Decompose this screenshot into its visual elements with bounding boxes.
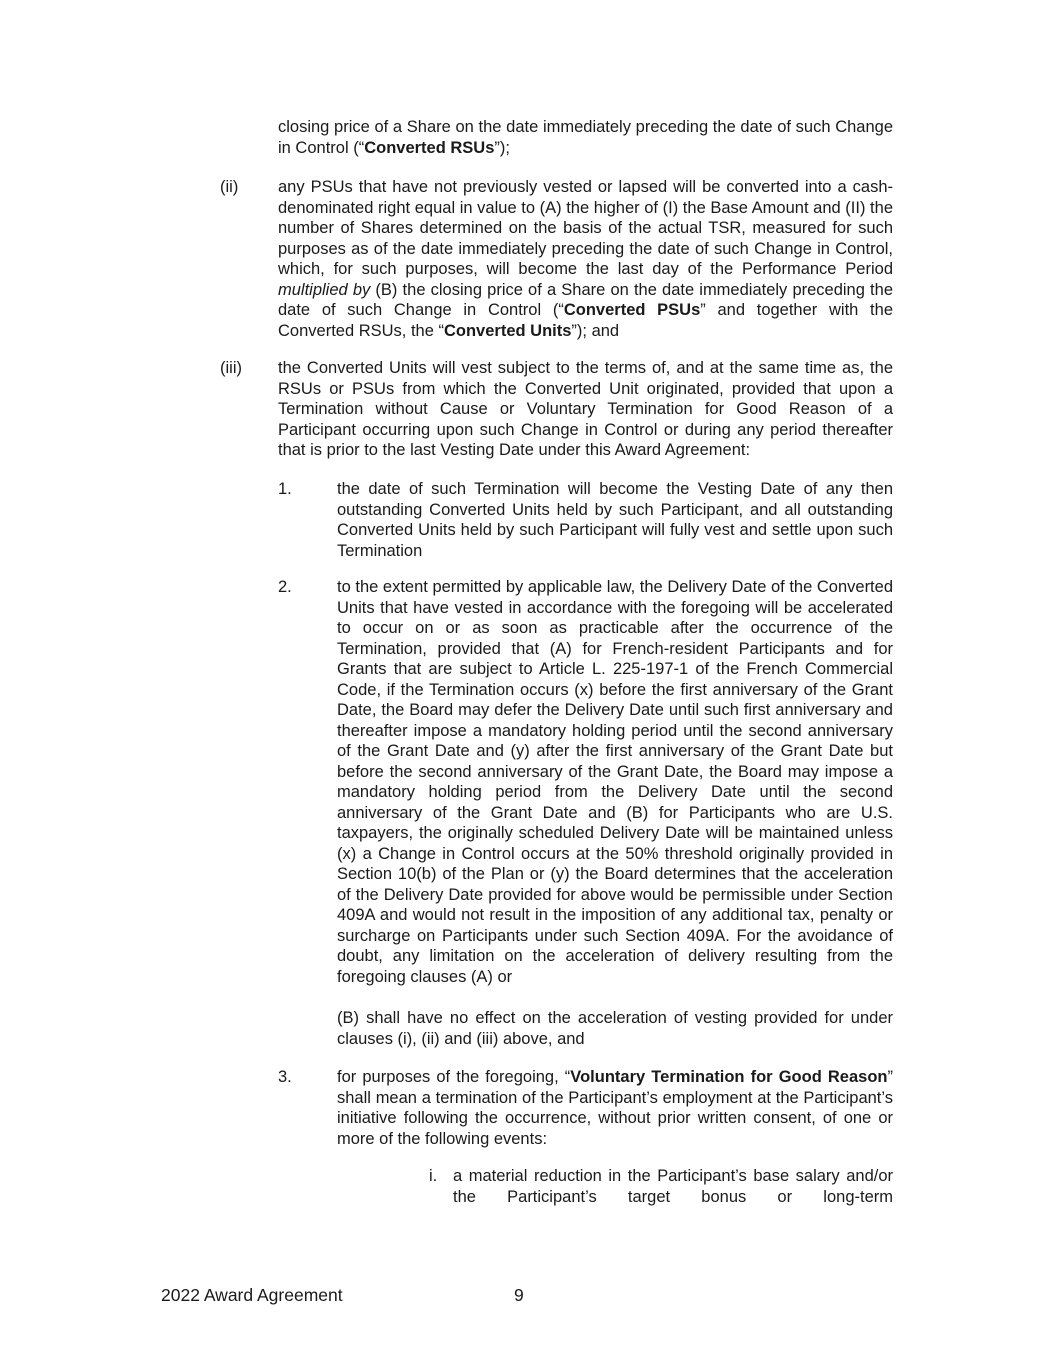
intro-paragraph: closing price of a Share on the date immediately preceding the date of such Change in Control (“Converted RSUs”); xyxy=(278,118,893,157)
sub-3-marker: 3. xyxy=(278,1068,292,1086)
defined-term: Converted Units xyxy=(443,321,572,340)
item-iii-paragraph: the Converted Units will vest subject to the terms of, and at the same time as, the RSUs or PSUs from which the Converted Unit originated, provided that upon a Termination without Cause or Voluntary Termination for Good Reason of a Participant occurring upon such Change in Control or during any period thereafter that is prior to the last Vesting Date under this Award Agreement: xyxy=(278,359,893,459)
defined-term: Voluntary Termination for Good Reason xyxy=(570,1068,888,1086)
item-ii-marker: (ii) xyxy=(220,178,239,196)
defined-term: Converted PSUs xyxy=(563,301,701,319)
item-iii-marker: (iii) xyxy=(220,359,242,377)
sub-i-marker: i. xyxy=(429,1167,438,1185)
sub-i-paragraph: a material reduction in the Participant’s base salary and/or the Participant’s target bonus or long-term xyxy=(453,1167,893,1206)
sub-2-paragraph: to the extent permitted by applicable law, the Delivery Date of the Converted Units that have vested in accordance with the foregoing will be accelerated to occur on or as soon as practicable after the occurrence of the Termination, provided that (A) for French-resident Participants and for Grants that are subject to Article L. 225-197-1 of the French Commercial Code, if the Termination occurs (x) before the first anniversary of the Grant Date, the Board may defer the Delivery Date until such first anniversary and thereafter impose a mandatory holding period until the second anniversary of the Grant Date and (y) after the first anniversary of the Grant Date but before the second anniversary of the Grant Date, the Board may impose a mandatory holding period from the Delivery Date until the second anniversary of the Grant Date and (B) for Participants who are U.S. taxpayers, the originally scheduled Delivery Date will be maintained unless (x) a Change in Control occurs at the 50% threshold originally provided in Section 10(b) of the Plan or (y) the Board determines that the acceleration of the Delivery Date provided for above would be permissible under Section 409A and would not result in the imposition of any additional tax, penalty or surcharge on Participants under such Section 409A. For the avoidance of doubt, any limitation on the acceleration of delivery resulting from the foregoing clauses (A) or xyxy=(337,578,893,986)
sub-1-marker: 1. xyxy=(278,480,292,498)
sub-2-marker: 2. xyxy=(278,578,292,596)
sub-1-paragraph: the date of such Termination will become the Vesting Date of any then outstanding Converted Units held by such Participant, and all outstanding Converted Units held by such Participant will fully vest and settle upon such Termination xyxy=(337,480,893,560)
defined-term: Converted RSUs xyxy=(364,138,495,157)
sub-3-paragraph: for purposes of the foregoing, “Voluntary Termination for Good Reason” shall mean a termination of the Participant’s employment at the Participant’s initiative following the occurrence, without prior written consent, of one or more of the following events: xyxy=(337,1068,893,1148)
footer-title: 2022 Award Agreement xyxy=(161,1285,343,1305)
item-ii-paragraph: any PSUs that have not previously vested or lapsed will be converted into a cash-denominated right equal in value to (A) the higher of (I) the Base Amount and (II) the number of Shares determined on the basis of the actual TSR, measured for such purposes as of the date immediately preceding the date of such Change in Control, which, for such purposes, will become the last day of the Performance Period multiplied by (B) the closing price of a Share on the date immediately preceding the date of such Change in Control (“Converted PSUs” and together with the Converted RSUs, the “Converted Units”); and xyxy=(278,178,893,340)
page-number: 9 xyxy=(514,1285,524,1305)
sub-2-continuation: (B) shall have no effect on the acceleration of vesting provided for under clauses (i), (ii) and (iii) above, and xyxy=(337,1009,893,1048)
